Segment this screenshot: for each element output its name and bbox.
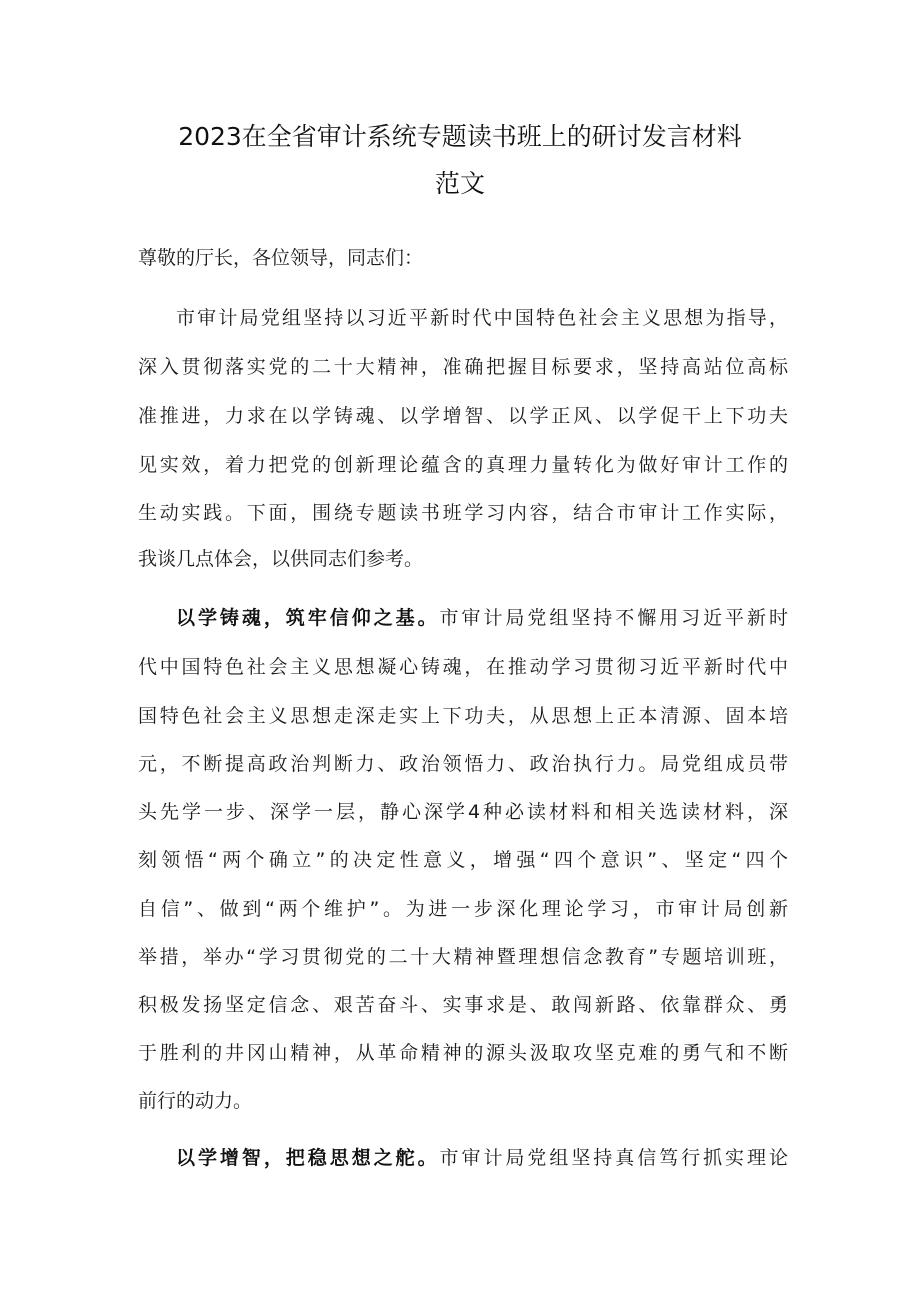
intro-line: 我谈几点体会，以供同志们参考。 xyxy=(138,548,424,570)
section-first-line xyxy=(176,1143,788,1173)
document-title: 2023在全省审计系统专题读书班上的研讨发言材料 xyxy=(178,122,742,151)
section-text: 市审计局党组坚持不懈用习近平新时 xyxy=(439,607,788,629)
section-line: 积极发扬坚定信念、艰苦奋斗、实事求是、敢闯新路、依靠群众、勇 xyxy=(138,994,788,1016)
salutation: 尊敬的厅长，各位领导，同志们： xyxy=(138,247,424,269)
intro-line: 生动实践。下面，围绕专题读书班学习内容，结合市审计工作实际， xyxy=(138,502,788,524)
section-line: 刻领悟“两个确立”的决定性意义，增强“四个意识”、坚定“四个 xyxy=(138,849,788,871)
intro-line: 准推进，力求在以学铸魂、以学增智、以学正风、以学促干上下功夫 xyxy=(138,405,788,427)
section-line: 举措，举办“学习贯彻党的二十大精神暨理想信念教育”专题培训班， xyxy=(138,946,788,968)
section-line: 元，不断提高政治判断力、政治领悟力、政治执行力。局党组成员带 xyxy=(138,753,788,775)
section-heading: 以学铸魂，筑牢信仰之基。 xyxy=(176,607,440,629)
section-first-line xyxy=(176,603,788,633)
section-line: 前行的动力。 xyxy=(138,1090,253,1112)
section-line: 国特色社会主义思想走深走实上下功夫，从思想上正本清源、固本培 xyxy=(138,705,788,727)
intro-line: 见实效，着力把党的创新理论蕴含的真理力量转化为做好审计工作的 xyxy=(138,454,788,476)
intro-line: 市审计局党组坚持以习近平新时代中国特色社会主义思想为指导， xyxy=(176,307,788,329)
section-line: 代中国特色社会主义思想凝心铸魂，在推动学习贯彻习近平新时代中 xyxy=(138,656,788,678)
document-title-continued: 范文 xyxy=(434,169,485,198)
section-line: 自信”、做到“两个维护”。为进一步深化理论学习，市审计局创新 xyxy=(138,898,788,920)
section-text: 市审计局党组坚持真信笃行抓实理论 xyxy=(439,1147,788,1169)
intro-line: 深入贯彻落实党的二十大精神，准确把握目标要求，坚持高站位高标 xyxy=(138,356,788,378)
section-line: 头先学一步、深学一层，静心深学4种必读材料和相关选读材料，深 xyxy=(138,801,788,823)
section-heading: 以学增智，把稳思想之舵。 xyxy=(176,1147,440,1169)
section-line: 于胜利的井冈山精神，从革命精神的源头汲取攻坚克难的勇气和不断 xyxy=(138,1042,788,1064)
